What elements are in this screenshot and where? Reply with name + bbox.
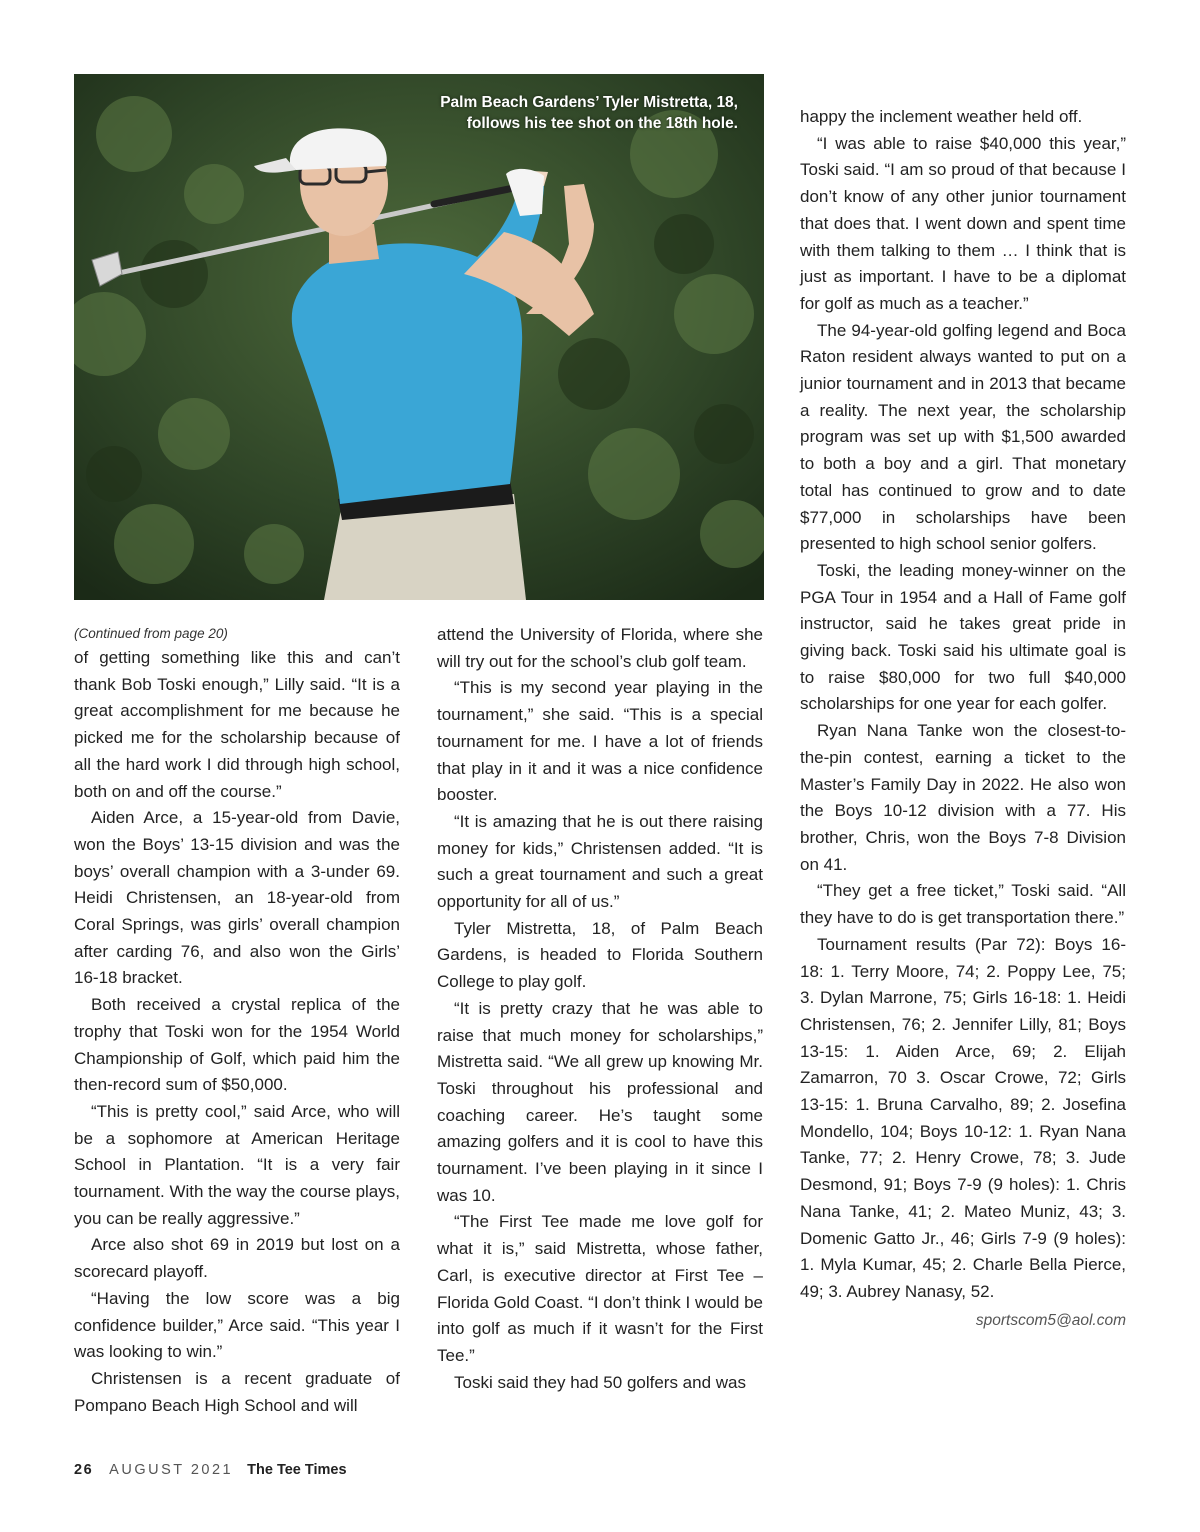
paragraph: Toski, the leading money-winner on the PGA Tour in 1954 and a Hall of Fame golf instructor, said he takes great pride in giving back. Toski said his ultimate goal is to raise $80,000 for two full $40,000 scholarships for one year for each golfer. (800, 560, 1126, 714)
golfer-illustration (74, 74, 764, 600)
paragraph: “The First Tee made me love golf for what it is,” said Mistretta, whose father, Carl, is executive director at First Tee – Florida Gold Coast. “I don’t think I would be into golf as much if it wasn’t for the First Tee.” (437, 1212, 763, 1365)
paragraph: “I was able to raise $40,000 this year,” Toski said. “I am so proud of that because I don’t know of any other junior tournament that does that. I went down and spent time with them talking to them … I think that is just as important. I have to be a diplomat for golf as much as a teacher.” (800, 133, 1126, 313)
paragraph: “Having the low score was a big confidence builder,” Arce said. “This year I was looking to win.” (74, 1288, 400, 1362)
page-number: 26 (74, 1462, 94, 1478)
paragraph: Christensen is a recent graduate of Pompano Beach High School and will (74, 1368, 400, 1415)
paragraph: Tyler Mistretta, 18, of Palm Beach Gardens, is headed to Florida Southern College to play golf. (437, 918, 763, 992)
paragraph: “This is my second year playing in the tournament,” she said. “This is a special tournament for me. I have a lot of friends that play in it and it was a nice confidence booster. (437, 678, 763, 805)
paragraph: “It is amazing that he is out there raising money for kids,” Christensen added. “It is such a great tournament and such a great opportunity for all of us.” (437, 811, 763, 912)
author-email: sportscom5@aol.com (975, 1311, 1126, 1329)
paragraph: Ryan Nana Tanke won the closest-to-the-pin contest, earning a ticket to the Master’s Family Day in 2022. He also won the Boys 10-12 division with a 77. His brother, Chris, won the Boys 7-8 Division on 41. (800, 721, 1126, 874)
paragraph: Toski said they had 50 golfers and was (454, 1372, 747, 1392)
golfer-photo (74, 74, 764, 600)
article-column-3 (800, 104, 1126, 1334)
paragraph: “They get a free ticket,” Toski said. “All they have to do is get transportation there.” (800, 881, 1126, 928)
paragraph: The 94-year-old golfing legend and Boca Raton resident always wanted to put on a junior tournament and in 2013 that became a reality. The next year, the scholarship program was set up with $1,500 awarded to both a boy and a girl. That monetary total has continued to grow and to date $77,000 in scholarships have been presented to high school senior golfers. (800, 320, 1126, 554)
paragraph: of getting something like this and can’t thank Bob Toski enough,” Lilly said. “It is a great accomplishment for me because he picked me for the scholarship because of all the hard work I did through high school, both on and off the course.” (74, 648, 400, 801)
article-column-1 (74, 623, 400, 1419)
paragraph: “This is pretty cool,” said Arce, who will be a sophomore at American Heritage School in Plantation. “It is a very fair tournament. With the way the course plays, you can be really aggressive.” (74, 1101, 400, 1228)
paragraph: happy the inclement weather held off. (800, 107, 1083, 126)
photo-caption: Palm Beach Gardens’ Tyler Mistretta, 18, follows his tee shot on the 18th hole. (440, 94, 738, 132)
continued-from-note: (Continued from page 20) (74, 626, 228, 641)
paragraph: Aiden Arce, a 15-year-old from Davie, won the Boys’ 13-15 division and was the boys’ overall champion with a 3-under 69. Heidi Christensen, an 18-year-old from Coral Springs, was girls’ overall champion after carding 76, and also won the Girls’ 16-18 bracket. (74, 808, 400, 988)
paragraph: “It is pretty crazy that he was able to raise that much money for scholarships,” Mistretta said. “We all grew up knowing Mr. Toski throughout his professional and coaching career. He’s taught some amazing golfers and it is cool to have this tournament. I’ve been playing in it since I was 10. (437, 998, 763, 1205)
publication-name: The Tee Times (247, 1462, 347, 1478)
paragraph: Both received a crystal replica of the trophy that Toski won for the 1954 World Championship of Golf, which paid him the then-record sum of $50,000. (74, 995, 400, 1095)
article-column-2 (437, 622, 763, 1396)
paragraph: Arce also shot 69 in 2019 but lost on a scorecard playoff. (74, 1235, 400, 1282)
page-footer (74, 1462, 347, 1478)
tournament-results: Tournament results (Par 72): Boys 16-18: 1. Terry Moore, 74; 2. Poppy Lee, 75; 3. Dylan Marrone, 75; Girls 16-18: 1. Heidi Christensen, 76; 2. Jennifer Lilly, 81; Boys 13-15: 1. Aiden Arce, 69; 2. Elijah Zamarron, 70 3. Oscar Crowe, 72; Girls 13-15: 1. Bruna Carvalho, 89; 2. Josefina Mondello, 104; Boys 10-12: 1. Ryan Nana Tanke, 77; 2. Henry Crowe, 78; 3. Jude Desmond, 91; Boys 7-9 (9 holes): 1. Chris Nana Tanke, 41; 2. Mateo Muniz, 43; 3. Domenic Gatto Jr., 46; Girls 7-9 (9 holes): 1. Myla Kumar, 45; 2. Charle Bella Pierce, 49; 3. Aubrey Nanasy, 52. (800, 934, 1126, 1301)
paragraph: attend the University of Florida, where she will try out for the school’s club golf team. (437, 625, 763, 671)
issue-date: AUGUST 2021 (109, 1462, 234, 1478)
